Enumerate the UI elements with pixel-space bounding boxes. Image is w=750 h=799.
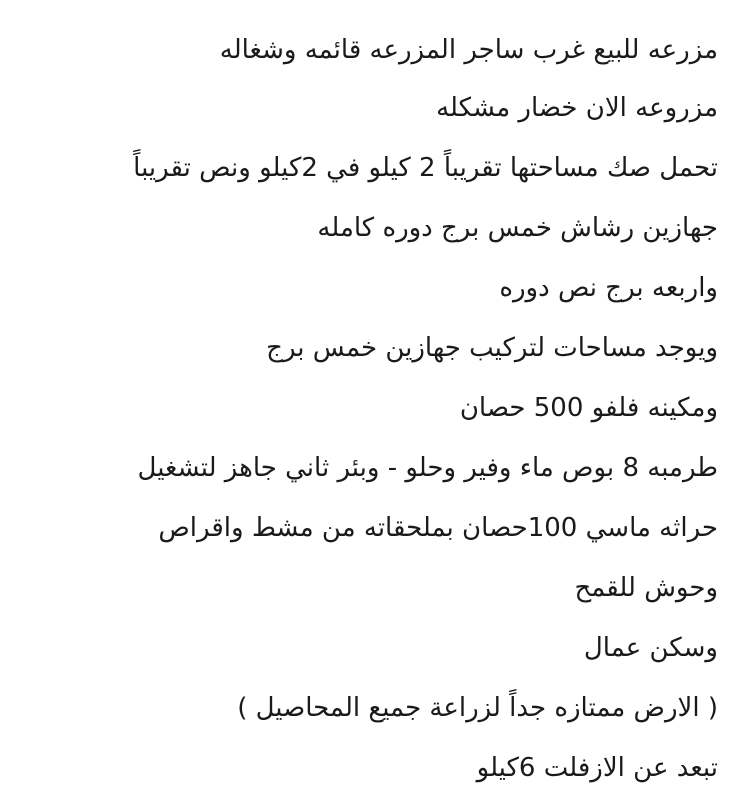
listing-line-distance: تبعد عن الازفلت 6كيلو	[476, 753, 718, 783]
listing-line-sprinklers: جهازين رشاش خمس برج دوره كامله	[317, 213, 718, 243]
listing-line-pump-well: طرمبه 8 بوص ماء وفير وحلو - وبئر ثاني جاهز لتشغيل	[137, 453, 718, 483]
listing-line-area: تحمل صك مساحتها تقريباً 2 كيلو في 2كيلو ونص تقريباً	[133, 153, 718, 183]
listing-line-engine: ومكينه فلفو 500 حصان	[459, 393, 718, 423]
listing-line-worker-housing: وسكن عمال	[583, 633, 718, 663]
listing-line-soil-quality: ( الارض ممتازه جداً لزراعة جميع المحاصيل )	[237, 693, 718, 723]
listing-line-wheat-silos: وحوش للقمح	[574, 573, 718, 603]
listing-line-title: مزرعه للبيع غرب ساجر المزرعه قائمه وشغاله	[219, 35, 718, 65]
listing-line-tractor: حراثه ماسي 100حصان بملحقاته من مشط واقراص	[158, 513, 718, 543]
listing-line-expansion: ويوجد مساحات لتركيب جهازين خمس برج	[266, 333, 718, 363]
listing-line-half-pivots: واربعه برج نص دوره	[499, 273, 718, 303]
listing-line-crops: مزروعه الان خضار مشكله	[436, 93, 718, 123]
